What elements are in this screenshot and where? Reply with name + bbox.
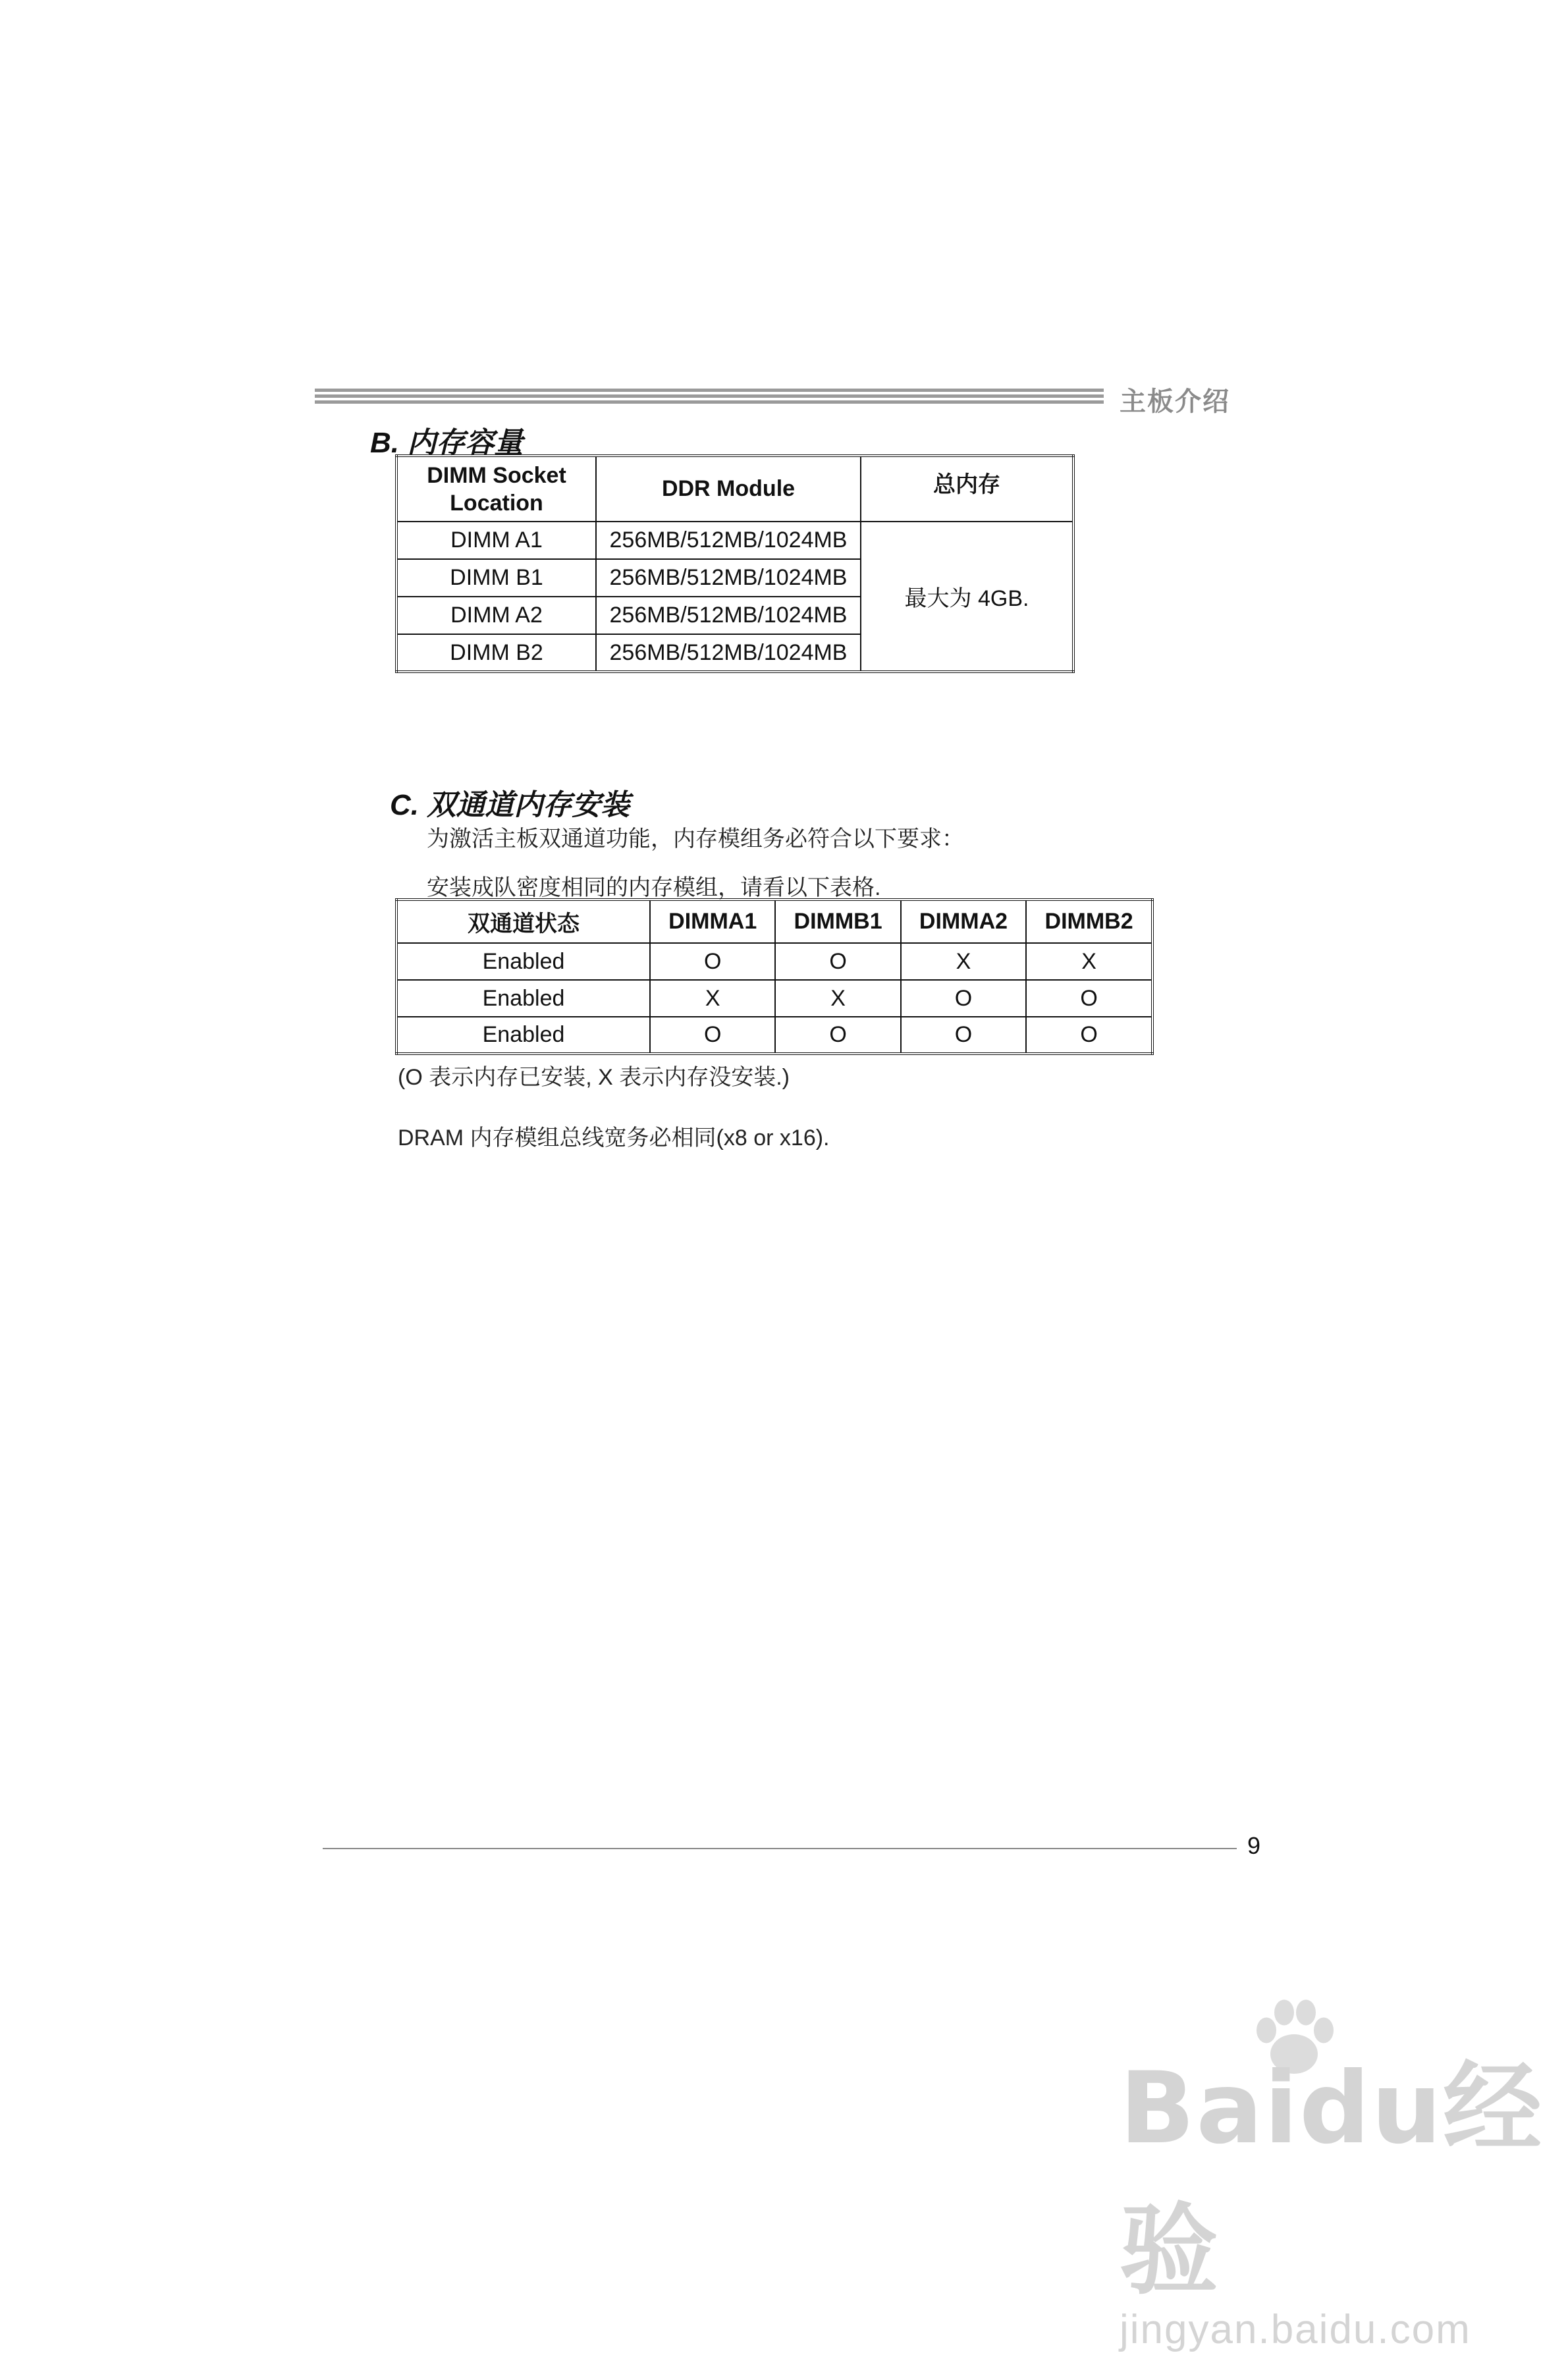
dimm-cell: X [901,943,1026,980]
table-row [396,943,1152,980]
header-module: DDR Module [596,456,861,522]
header-dimma1: DIMMA1 [650,900,775,943]
watermark [1120,2028,1568,2353]
chapter-title: 主板介绍 [1120,387,1230,416]
header-socket: DIMM Socket Location [396,456,596,522]
socket-cell: DIMM A1 [396,522,596,559]
table-header-row [396,456,1073,522]
instruction-text: 安装成队密度相同的内存模组，请看以下表格. [427,875,881,900]
dimm-cell: X [775,980,900,1017]
watermark-url: jingyan.baidu.com [1120,2307,1471,2352]
dimm-cell: X [650,980,775,1017]
dimm-cell: O [650,943,775,980]
dimm-cell: X [1026,943,1152,980]
total-memory-cell: 最大为 4GB. [861,522,1073,672]
header-dimmb2: DIMMB2 [1026,900,1152,943]
dimm-cell: O [901,980,1026,1017]
dual-channel-table [395,898,1154,1055]
dimm-cell: O [1026,1017,1152,1054]
table-row [396,522,1073,559]
dimm-cell: O [901,1017,1026,1054]
socket-cell: DIMM B2 [396,634,596,672]
legend-text: (O 表示内存已安装, X 表示内存没安装.) [398,1065,790,1090]
table-row [396,1017,1152,1054]
status-cell: Enabled [396,980,650,1017]
header-dimma2: DIMMA2 [901,900,1026,943]
dimm-cell: O [650,1017,775,1054]
intro-text: 为激活主板双通道功能，内存模组务必符合以下要求： [427,826,964,852]
footer-rule [323,1848,1237,1849]
section-b-title: B. 内存容量 [370,427,524,459]
module-cell: 256MB/512MB/1024MB [596,634,861,672]
watermark-logo: Baidu经验 [1120,2051,1544,2308]
header-dimmb1: DIMMB1 [775,900,900,943]
section-c-title: C. 双通道内存安装 [390,789,630,821]
dimm-cell: O [775,1017,900,1054]
module-cell: 256MB/512MB/1024MB [596,597,861,634]
socket-cell: DIMM B1 [396,559,596,597]
header-total: 总内存 [861,456,1073,522]
header-rule [315,389,1104,406]
memory-capacity-table [395,454,1075,673]
status-cell: Enabled [396,943,650,980]
module-cell: 256MB/512MB/1024MB [596,522,861,559]
note-text: DRAM 内存模组总线宽务必相同(x8 or x16). [398,1125,830,1150]
status-cell: Enabled [396,1017,650,1054]
socket-cell: DIMM A2 [396,597,596,634]
module-cell: 256MB/512MB/1024MB [596,559,861,597]
page-number: 9 [1247,1832,1261,1859]
dimm-cell: O [775,943,900,980]
header-status: 双通道状态 [396,900,650,943]
dimm-cell: O [1026,980,1152,1017]
table-row [396,980,1152,1017]
table-header-row [396,900,1152,943]
